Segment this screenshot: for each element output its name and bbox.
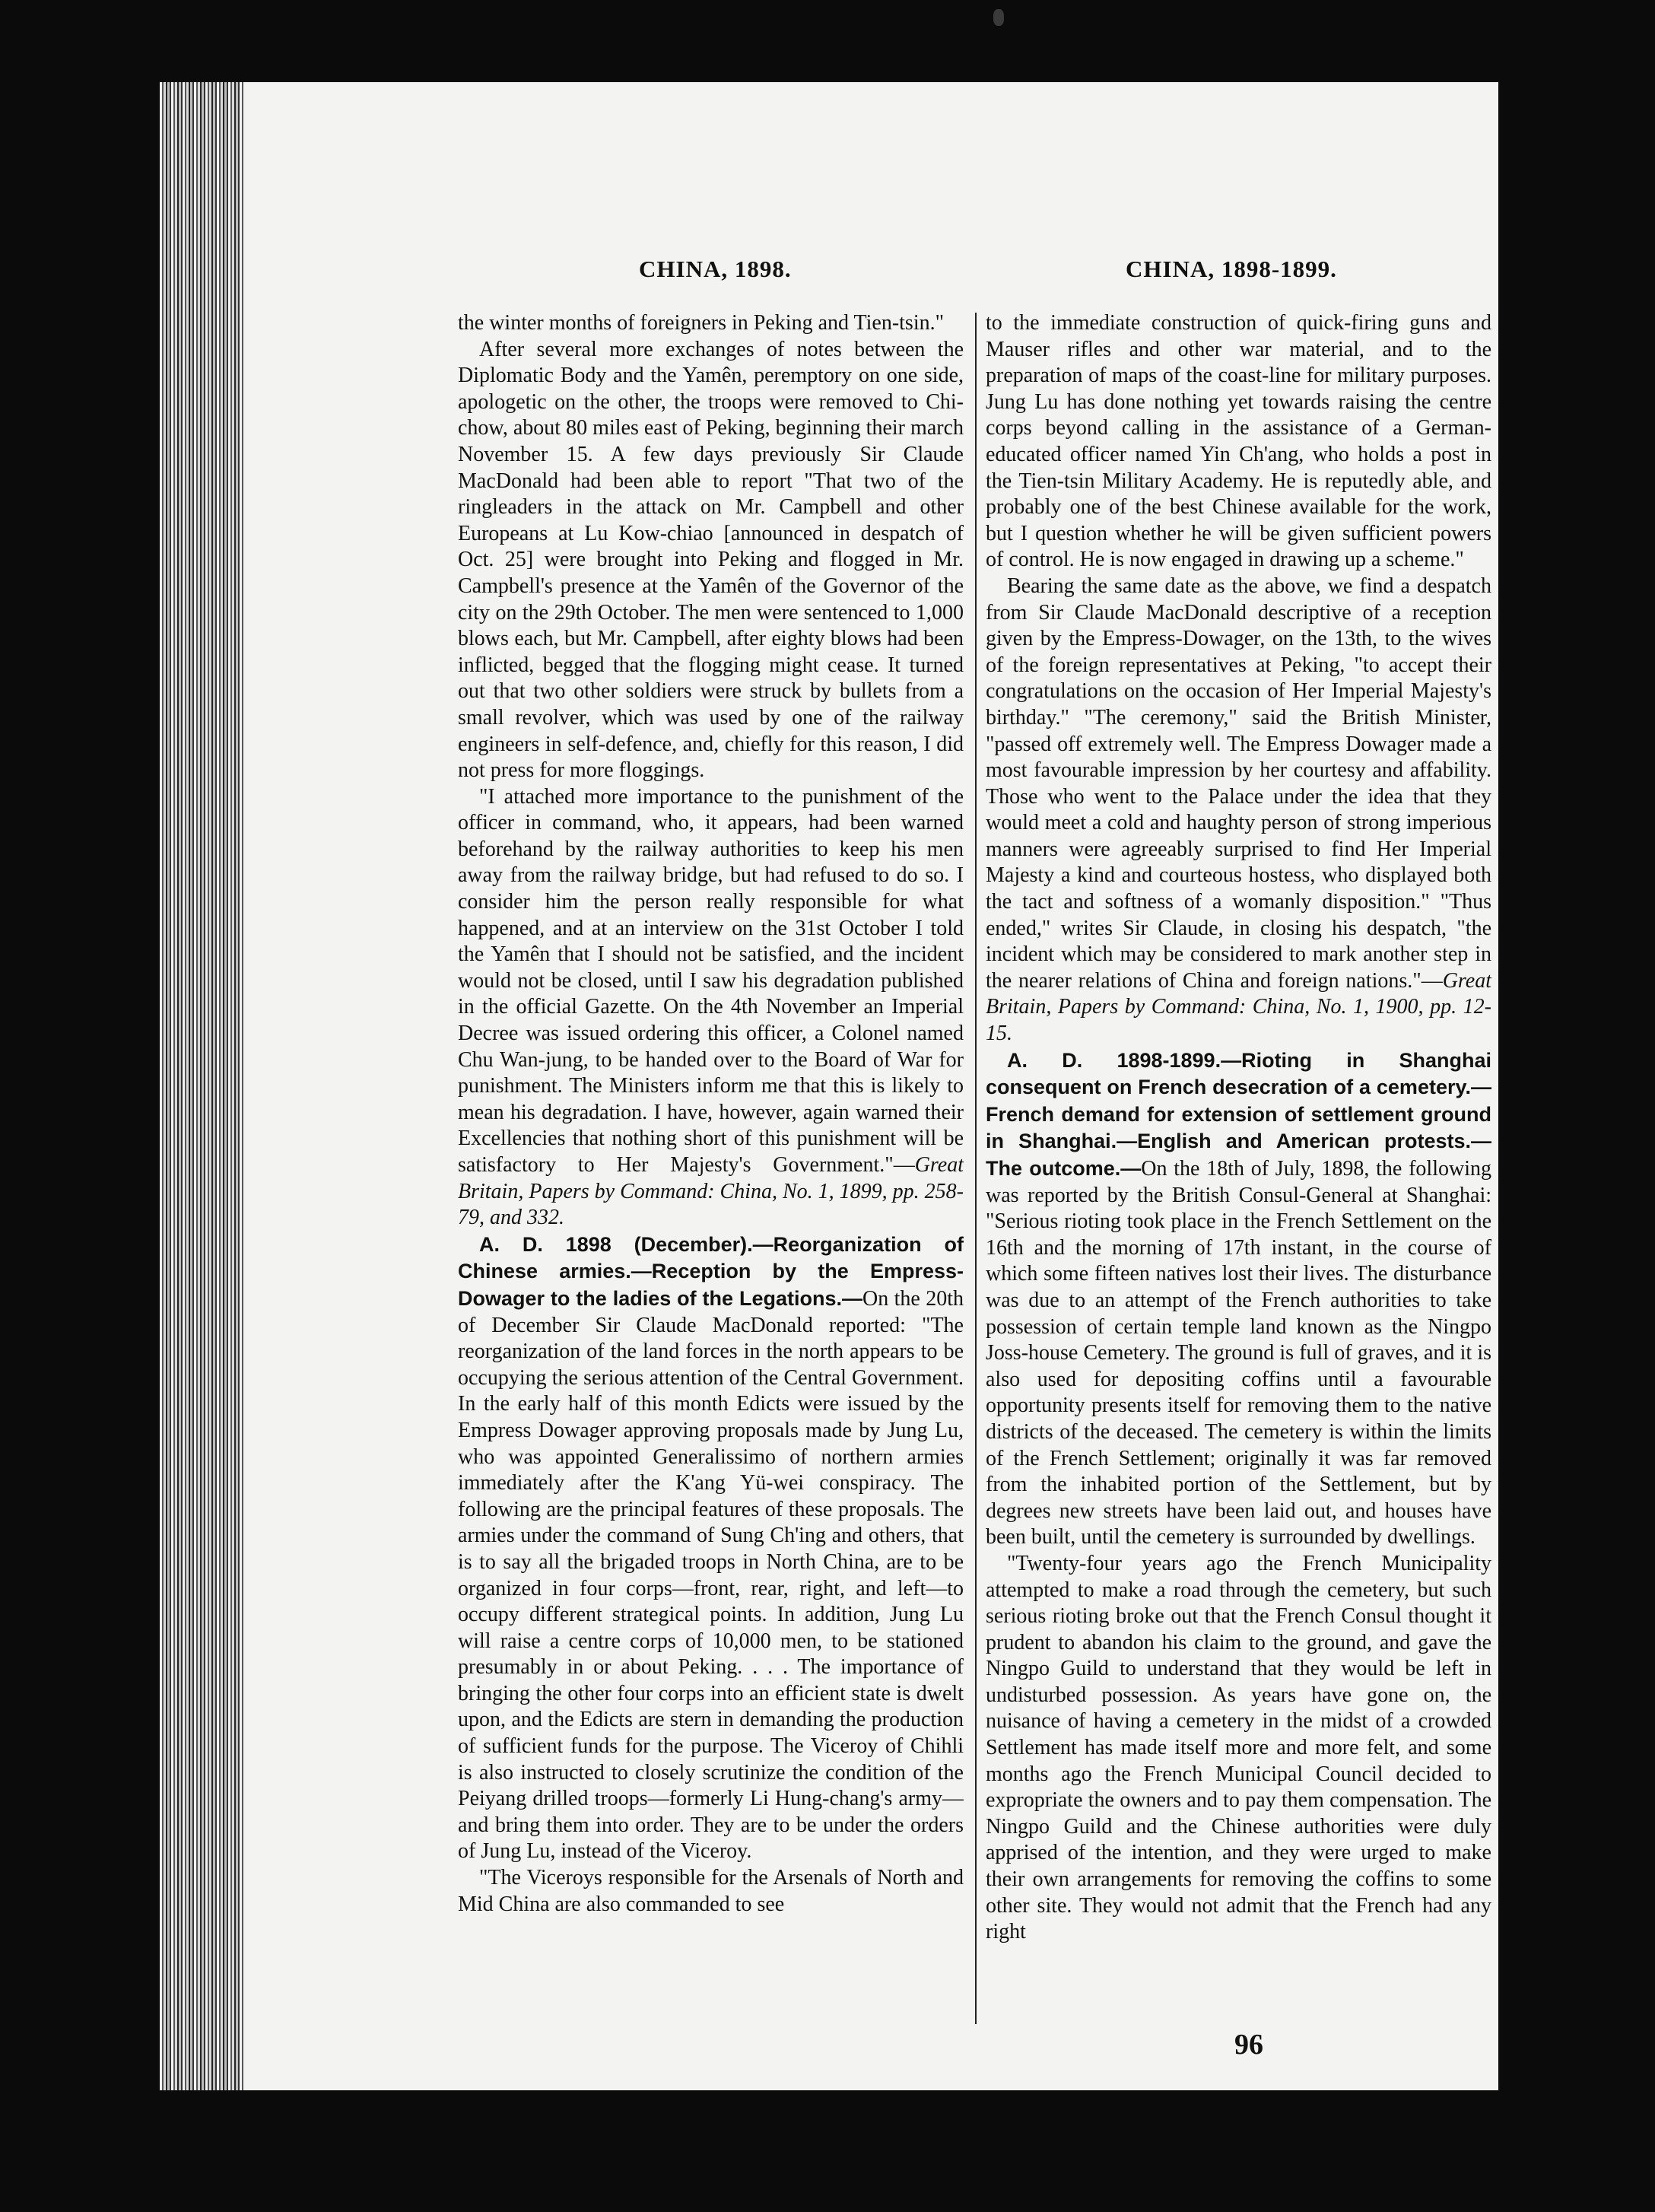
entry-heading: A. D. 1898-1899.—Rioting in Shanghai consequent on French desecration of a cemetery.—French demand for extension of settlement ground in Shanghai.—English and American protests.—The outcome.— [986,1048,1491,1180]
left-column [458,310,964,2029]
citation: Great Britain, Papers by Command: China, No. 1, 1899, pp. 258-79, and 332. [458,1153,964,1230]
scan-speck [993,9,1004,26]
entry [986,1047,1491,1551]
paragraph-text: "I attached more importance to the punishment of the officer in command, who, it appears, had been warned beforehand by the railway authorities to keep his men away from the railway bridge, but had refused to do so. I consider him the person really responsible for what happened, and at an interview on the 31st October I told the Yamên that I should not be satisfied, and the incident would not be closed, until I saw his degradation published in the official Gazette. On the 4th November an Imperial Decree was issued ordering this officer, a Colonel named Chu Wan-jung, to be handed over to the Board of War for punishment. The Ministers inform me that this is likely to mean his degradation. I have, however, again warned their Excellencies that nothing short of this punishment will be satisfactory to Her Majesty's Government."— [458,784,964,1177]
paragraph: the winter months of foreigners in Peking and Tien-tsin." [458,311,945,335]
entry [458,1232,964,1865]
page-number: 96 [1234,2029,1263,2061]
page-edge-strips [160,82,251,2090]
running-head-right: CHINA, 1898-1899. [1126,256,1337,282]
entry-text: On the 20th of December Sir Claude MacDonald reported: "The reorganization of the land forces in the north appears to be occupying the serious attention of the Central Government. In the early half of this month Edicts were issued by the Empress Dowager approving proposals made by Jung Lu, who was appointed Generalissimo of northern armies immediately after the K'ang Yü-wei conspiracy. The following are the principal features of these proposals. The armies under the command of Sung Ch'ing and others, that is to say all the brigaded troops in North China, are to be organized in four corps—front, rear, right, and left—to occupy different strategical points. In addition, Jung Lu will raise a centre corps of 10,000 men, to be stationed presumably in or about Peking. . . . The importance of bringing the other four corps into an efficient state is dwelt upon, and the Edicts are stern in demanding the production of sufficient funds for the purpose. The Viceroy of Chihli is also instructed to closely scrutinize the condition of the Peiyang drilled troops—formerly Li Hung-chang's army—and bring them into order. They are to be under the orders of Jung Lu, instead of the Viceroy. [458,1286,964,1864]
paragraph [458,784,964,1232]
column-rule [975,313,977,2024]
entry-text: On the 18th of July, 1898, the following was reported by the British Consul-General at Shanghai: "Serious rioting took place in the French Settlement on the 16th and the morning of 17th instant, in the course of which some fifteen natives lost their lives. The disturbance was due to an attempt of the French authorities to take possession of certain temple land known as the Ningpo Joss-house Cemetery. The ground is full of graves, and it is also used for depositing coffins until a favourable opportunity presents itself for removing them to the native districts of the deceased. The cemetery is within the limits of the French Settlement; originally it was far removed from the inhabited portion of the Settlement, but by degrees new streets have been laid out, and houses have been built, until the cemetery is surrounded by dwellings. [986,1157,1491,1549]
citation: Great Britain, Papers by Command: China, No. 1, 1900, pp. 12-15. [986,968,1491,1046]
paragraph: After several more exchanges of notes between the Diplomatic Body and the Yamên, peremptory on one side, apologetic on the other, the troops were removed to Chi-chow, about 80 miles east of Peking, beginning their march November 15. A few days previously Sir Claude MacDonald had been able to report "That two of the ringleaders in the attack on Mr. Campbell and other Europeans at Lu Kow-chiao [announced in despatch of Oct. 25] were brought into Peking and flogged in Mr. Campbell's presence at the Yamên of the Governor of the city on the 29th October. The men were sentenced to 1,000 blows each, but Mr. Campbell, after eighty blows had been inflicted, begged that the flogging might cease. It turned out that two other soldiers were struck by bullets from a small revolver, which was used by one of the railway engineers in self-defence, and, chiefly for this reason, I did not press for more floggings. [458,337,964,783]
paragraph: to the immediate construction of quick-firing guns and Mauser rifles and other war material, and to the preparation of maps of the coast-line for military purposes. Jung Lu has done nothing yet towards raising the centre corps beyond calling in the assistance of a German-educated officer named Yin Ch'ang, who holds a post in the Tien-tsin Military Academy. He is reputedly able, and probably one of the best Chinese available for the work, but I question whether he will be given sufficient powers of control. He is now engaged in drawing up a scheme." [986,311,1491,572]
paragraph-text: Bearing the same date as the above, we find a despatch from Sir Claude MacDonald descriptive of a reception given by the Empress-Dowager, on the 13th, to the wives of the foreign representatives at Peking, "to accept their congratulations on the occasion of Her Imperial Majesty's birthday." "The ceremony," said the British Minister, "passed off extremely well. The Empress Dowager made a most favourable impression by her courtesy and affability. Those who went to the Palace under the idea that they would meet a cold and haughty person of strong imperious manners were agreeably surprised to find Her Imperial Majesty a kind and courteous hostess, who displayed both the tact and softness of a womanly disposition." "Thus ended," writes Sir Claude, in closing his despatch, "the incident which may be considered to mark another step in the nearer relations of China and foreign nations."— [986,574,1491,993]
paragraph: "Twenty-four years ago the French Municipality attempted to make a road through the cemetery, but such serious rioting broke out that the French Consul thought it prudent to abandon his claim to the ground, and gave the Ningpo Guild to understand that they would be left in undisturbed possession. As years have gone on, the nuisance of having a cemetery in the midst of a crowded Settlement has made itself more and more felt, and some months ago the French Municipal Council decided to expropriate the owners and to pay them compensation. The Ningpo Guild and the Chinese authorities were duly apprised of the intention, and they were urged to make their own arrangements for removing the coffins to some other site. They would not admit that the French had any right [986,1551,1491,1944]
right-column [986,310,1491,2029]
paragraph [986,574,1491,1047]
running-head-left: CHINA, 1898. [639,256,792,282]
entry-heading: A. D. 1898 (December).—Reorganization of Chinese armies.—Reception by the Empress-Dowager to the ladies of the Legations.— [458,1232,964,1310]
book-page [243,82,1498,2090]
paragraph: "The Viceroys responsible for the Arsenals of North and Mid China are also commanded to see [458,1866,964,1916]
